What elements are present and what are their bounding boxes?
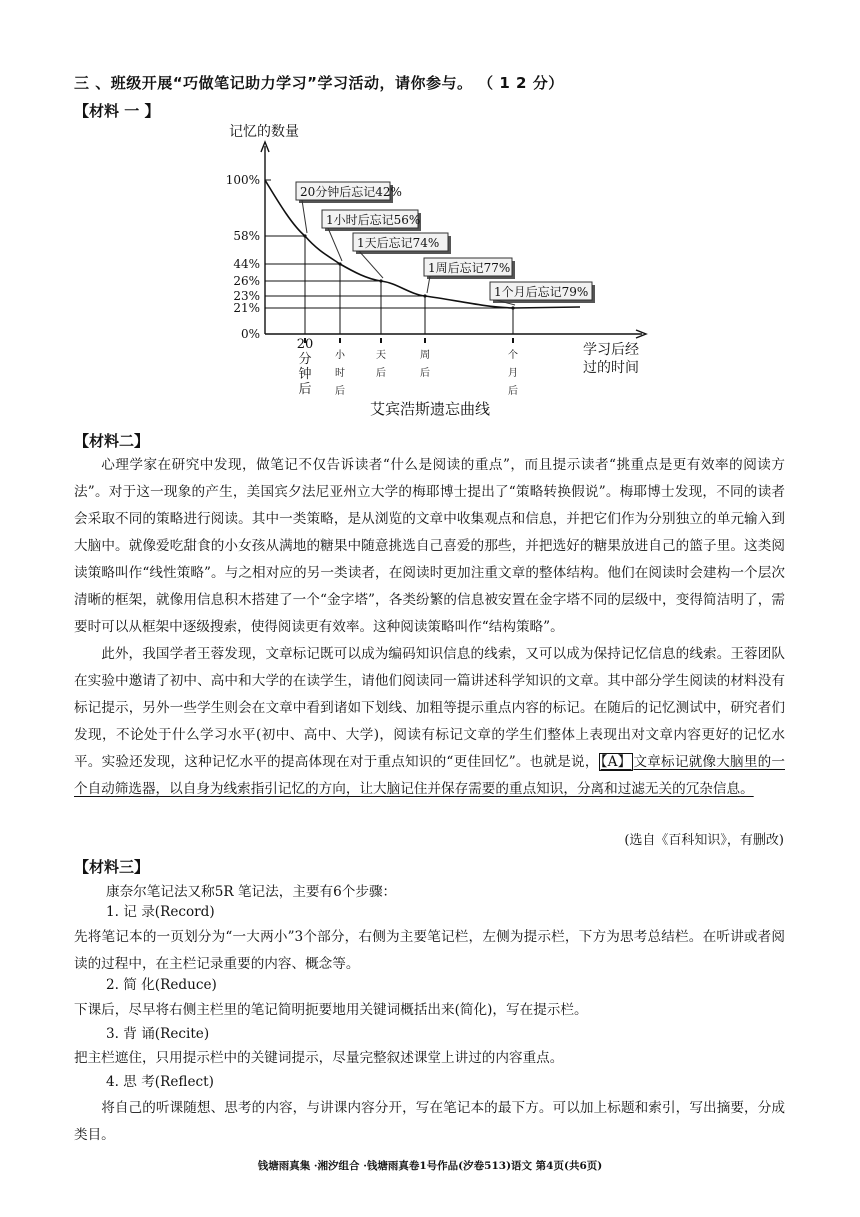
y-axis-label: 记忆的数量 bbox=[229, 124, 299, 140]
step4-title: 4. 思 考(Reflect) bbox=[106, 1074, 214, 1090]
material2-source: (选自《百科知识》，有删改) bbox=[624, 833, 784, 848]
y-tick-label: 26% bbox=[233, 274, 260, 288]
data-point bbox=[379, 279, 382, 282]
x-tick-label: 后 bbox=[335, 386, 345, 397]
x-tick-label: 小 bbox=[335, 350, 345, 361]
y-tick-label: 21% bbox=[233, 301, 260, 315]
annotation-label: 1天后忘记74% bbox=[357, 236, 440, 250]
annotation-label: 1周后忘记77% bbox=[428, 261, 511, 275]
x-tick-label: 后 bbox=[420, 368, 430, 379]
x-tick-label: 个 bbox=[508, 350, 518, 361]
x-axis-label-line: 学习后经 bbox=[583, 342, 639, 358]
material2-paragraph-2-text: 此外，我国学者王蓉发现，文章标记既可以成为编码知识信息的线索，又可以成为保持记忆信息的线索。王蓉团队在实验中邀请了初中、高中和大学的在读学生，请他们阅读同一篇讲述科学知识的文章。其中部分学生阅读的材料没有标记提示，另外一些学生则会在文章中看到诸如下划线、加粗等提示重点内容的标记。在随后的记忆测试中，研究者们发现，不论处于什么学习水平(初中、高中、大学)，阅读有标记文章的学生们整体上表现出对文章内容更好的记忆水平。实验还发现，这种记忆水平的提高体现在对于重点知识的“更佳回忆”。也就是说， bbox=[74, 646, 785, 770]
annotation-label: 20分钟后忘记42% bbox=[300, 185, 402, 199]
material2-paragraph-2 bbox=[74, 641, 785, 803]
x-tick-label: 周 bbox=[420, 350, 430, 361]
material3-intro: 康奈尔笔记法又称5R 笔记法，主要有6个步骤： bbox=[106, 884, 397, 900]
data-point bbox=[511, 306, 514, 309]
material2-body bbox=[74, 452, 785, 803]
data-point bbox=[423, 294, 426, 297]
chart-caption: 艾宾浩斯遗忘曲线 bbox=[369, 400, 490, 418]
material1-heading: 【材料 一 】 bbox=[74, 102, 160, 120]
x-tick-label: 时 bbox=[335, 368, 345, 379]
x-tick-label: 钟 bbox=[298, 367, 312, 382]
data-point bbox=[338, 262, 341, 265]
question-title: 三 、班级开展“巧做笔记助力学习”学习活动，请你参与。 （ 1 2 分） bbox=[74, 74, 564, 92]
step4-text: 将自己的听课随想、思考的内容，与讲课内容分开，写在笔记本的最下方。可以加上标题和索引，写出摘要，分成类目。 bbox=[74, 1100, 785, 1143]
material3-heading: 【材料三】 bbox=[74, 858, 150, 876]
marker-a: 【A】 bbox=[600, 754, 632, 770]
page-footer: 钱塘雨真集 ·湘汐组合 ·钱塘雨真卷1号作品(汐卷513)语文 第4页(共6页) bbox=[257, 1160, 603, 1172]
x-axis-label-line: 过的时间 bbox=[583, 360, 639, 376]
x-tick-label: 月 bbox=[508, 368, 518, 379]
x-tick-label: 后 bbox=[298, 382, 312, 397]
step1-text: 先将笔记本的一页划分为“一大两小”3个部分，右侧为主要笔记栏，左侧为提示栏，下方为思考总结栏。在听讲或者阅读的过程中，在主栏记录重要的内容、概念等。 bbox=[74, 929, 785, 972]
x-tick-label: 后 bbox=[508, 386, 518, 397]
x-tick-label: 后 bbox=[376, 368, 386, 379]
annotation-pointer bbox=[359, 251, 383, 278]
step3-text: 把主栏遮住，只用提示栏中的关键词提示，尽量完整叙述课堂上讲过的内容重点。 bbox=[74, 1050, 564, 1066]
annotation-pointer bbox=[302, 200, 307, 233]
material2-heading: 【材料二】 bbox=[74, 432, 150, 450]
annotation-label: 1个月后忘记79% bbox=[494, 285, 589, 299]
y-tick-label: 44% bbox=[233, 257, 260, 271]
material2-paragraph-1: 心理学家在研究中发现，做笔记不仅告诉读者“什么是阅读的重点”，而且提示读者“挑重点是更有效率的阅读方法”。对于这一现象的产生，美国宾夕法尼亚州立大学的梅耶博士提出了“策略转换假说”。梅耶博士发现，不同的读者会采取不同的策略进行阅读。其中一类策略，是从浏览的文章中收集观点和信息，并把它们作为分别独立的单元输入到大脑中。就像爱吃甜食的小女孩从满地的糖果中随意挑选自己喜爱的那些，并把选好的糖果放进自己的篮子里。这类阅读策略叫作“线性策略”。与之相对应的另一类读者，在阅读时更加注重文章的整体结构。他们在阅读时会建构一个层次清晰的框架，就像用信息积木搭建了一个“金字塔”，各类纷繁的信息被安置在金字塔不同的层级中，变得简洁明了，需要时可以从框架中逐级搜索，使得阅读更有效率。这种阅读策略叫作“结构策略”。 bbox=[74, 457, 785, 635]
underlined-text: 文章标记就像大脑里的一个自动筛选器，以自身为线索指引记忆的方向，让大脑记住并保存需要的重点知识，分离和过滤无关的冗杂信息。 bbox=[74, 754, 785, 797]
forgetting-curve-chart bbox=[200, 118, 660, 408]
x-tick-label: 20 bbox=[296, 337, 314, 352]
y-tick-label: 100% bbox=[225, 173, 260, 187]
annotation-label: 1小时后忘记56% bbox=[326, 213, 421, 227]
y-tick-label: 58% bbox=[233, 229, 260, 243]
step3-title: 3. 背 诵(Recite) bbox=[106, 1026, 210, 1042]
y-tick-label: 23% bbox=[233, 289, 260, 303]
step1-title: 1. 记 录(Record) bbox=[106, 904, 215, 920]
data-point bbox=[303, 234, 306, 237]
annotation-pointer bbox=[328, 228, 342, 261]
x-tick-label: 分 bbox=[298, 352, 312, 367]
x-tick-label: 天 bbox=[376, 350, 386, 361]
y-tick-label: 0% bbox=[240, 327, 260, 341]
step2-text: 下课后，尽早将右侧主栏里的笔记简明扼要地用关键词概括出来(简化)，写在提示栏。 bbox=[74, 1002, 588, 1018]
step2-title: 2. 简 化(Reduce) bbox=[106, 977, 217, 993]
